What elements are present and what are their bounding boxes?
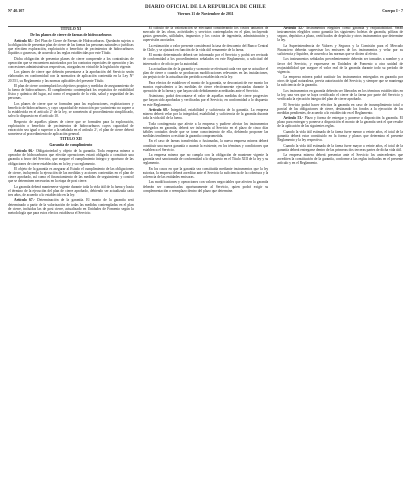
paragraph: Artículo 68.- Integridad, estabilidad y suficiencia de la garantía. La empresa minera deberá velar por la integridad, estabilidad y suficiencia de la garantía durante toda la vida útil de la faena.	[142, 108, 269, 121]
article-label: Artículo 52.-	[283, 26, 305, 30]
article-label: Artículo 53.-	[283, 116, 304, 121]
article-label: Artículo 68.-	[148, 108, 169, 113]
paragraph: Los planes de cierre que deberán presentarse a la aprobación del Servicio serán elaborados en conformidad con la normativa de aplicación contenida en la Ley N° 20.551, su Reglamento y las normas aplicables del presente Título.	[8, 70, 134, 83]
section-title: TITULO XI	[60, 27, 82, 31]
paragraph: El objeto de la garantía es asegurar al Estado el cumplimiento de las obligaciones de cierre, incluyendo la ejecución de las medidas y acciones contenidas en el plan de cierre aprobado, así como el financiamiento de las medidas de seguimiento y control que se determinen necesarias en la etapa de post cierre.	[8, 166, 134, 184]
section-title: TITULO XII	[59, 137, 82, 142]
paragraph: En el caso de faenas transferidas o fusionadas, la nueva empresa minera deberá constituir una nueva garantía o asumir la existente, en los términos y condiciones que establezca el Servicio.	[142, 139, 269, 152]
paragraph: Asimismo, podrá descontarse el valor de aquellas medidas de cierre progresivo que hayan sido aprobadas y verificadas por el Servicio, en conformidad a lo dispuesto en este Reglamento.	[142, 94, 269, 107]
paragraph: La empresa minera que no cumpla con la obligación de mantener vigente la garantía será sancionada de conformidad a lo dispuesto en el Título XIII de la ley y su reglamento.	[142, 153, 269, 166]
text-columns	[8, 26, 403, 474]
paragraph: Toda contingencia que afecte a la empresa y pudiere afectar los instrumentos entregados en garantía, deberá ser informada al Servicio en el plazo de cinco días hábiles contados desde que se tome conocimiento de ella, debiendo proponer las medidas tendientes a restituir la garantía comprometida.	[142, 121, 269, 138]
paragraph: La empresa minera deberá presentar ante el Servicio los antecedentes que acrediten la constitución de la garantía, conforme a las reglas indicadas en el presente artículo y en el Reglamento.	[277, 153, 404, 166]
paragraph: Los instrumentos señalados precedentemente deberán ser tomados a nombre y a favor del Servicio, y expresarse en Unidades de Fomento u otra unidad de reajustabilidad que asegure el valor real de la garantía durante todo su período de vigencia.	[277, 57, 404, 74]
paragraph: Dicha obligación de presentar planes de cierre comprende a los contratistas de operación que se encuentren autorizados por los contratos especiales de operación y las concesiones administrativas respectivas, otorgadas en virtud de la legislación vigente.	[8, 56, 134, 69]
column-1	[8, 26, 134, 474]
paragraph: La garantía deberá mantenerse vigente durante toda la vida útil de la faena y hasta el término de la ejecución del plan de cierre aprobado, debiendo ser actualizada cada tres años, de acuerdo a lo establecido en la ley.	[8, 184, 134, 197]
paragraph: Respecto de aquellos planes de cierre que se formulen para la exploración, explotación o beneficio de yacimientos de hidrocarburos cuyos capacidad de extracción sea igual o superior a la señalada en el artículo 2º, el plan de cierre deberá someterse al procedimiento de aplicación general.	[8, 119, 134, 136]
paragraph: La Superintendencia de Valores y Seguros y la Comisión para el Mercado Financiero deberán supervisar los emisores de los instrumentos y velar por su suficiencia y liquidez, de acuerdo a las normas que se dicten al efecto.	[277, 43, 404, 56]
masthead	[8, 5, 403, 16]
paragraph: Artículo 67.- Determinación de la garantía. El monto de la garantía será determinado a partir de la valorización de todas las medidas contempladas en el plan de cierre, incluidas las de post cierre, actualizado en Unidades de Fomento según la metodología que para estos efectos establezca el Servicio.	[8, 198, 134, 215]
paragraph: La estimación a valor presente considerará la tasa de descuento del Banco Central de Chile, y se ajustará en función de la vida útil remanente de la faena.	[142, 43, 269, 52]
paragraph: El monto determinado deberá ser informado por el Servicio y podrá ser revisado de conformidad a los procedimientos señalados en este Reglamento, a solicitud del interesado o de oficio por la autoridad.	[142, 53, 269, 66]
issue-number: Nº 40.107	[8, 8, 25, 13]
paragraph: En los casos en que la garantía sea constituida mediante instrumentos que la ley autoriza, la empresa deberá acreditar ante el Servicio la suficiencia de la cobertura y la solvencia de las entidades emisoras.	[142, 166, 269, 179]
paragraph: Artículo 53.- Plazo y forma de entregar y ponerse a disposición la garantía. El plazo para entregar y ponerse a disposición el monto de la garantía será el que resulte de la aplicación de las siguientes reglas.	[277, 116, 404, 129]
paragraph: El Servicio podrá hacer efectiva la garantía en caso de incumplimiento total o parcial de las obligaciones de cierre, destinando los fondos a la ejecución de las medidas pendientes, de acuerdo a lo establecido en el Reglamento.	[277, 102, 404, 115]
article-label: Artículo 66.-	[14, 149, 35, 154]
section-subtitle: Garantía de cumplimiento	[49, 142, 93, 147]
paragraph: La empresa minera podrá sustituir los instrumentos entregados en garantía por otros de igual naturaleza, previa autorización del Servicio, y siempre que se mantenga la suficiencia de la garantía.	[277, 75, 404, 88]
section-subtitle: De los planes de cierre de faenas de hidrocarburos	[30, 32, 112, 37]
paragraph: Cuando la vida útil estimada de la faena fuere mayor a veinte años, el total de la garantía deberá entregarse dentro de las primeras dos terceras partes de dicha vida útil.	[277, 143, 404, 152]
paragraph: Artículo 52.- Instrumentos elegibles como garantía y reajustabilidad. Serán instrumentos elegibles como garantía los siguientes: boletas de garantía, pólizas de seguro, depósitos a plazo, certificados de depósito y otros instrumentos que determine la ley.	[277, 26, 404, 43]
paragraph: Las modificaciones y operaciones con valores negociables que afecten la garantía deberán ser comunicadas oportunamente al Servicio, quien podrá exigir su complementación o reemplazo dentro del plazo que determine.	[142, 180, 269, 193]
column-3	[277, 26, 403, 474]
section-page: Cuerpo I - 7	[382, 8, 403, 13]
paragraph: Artículo 66.- Obligatoriedad y objeto de la garantía. Toda empresa minera u operador de hidrocarburos que efectúe operaciones estará obligada a constituir una garantía a favor del Servicio, que asegure el cumplimiento íntegro y oportuno de las obligaciones de cierre establecidas en la ley y su reglamento.	[8, 149, 134, 166]
paragraph: El cálculo de la valorización se efectuará considerando los costos unitarios de mercado de las obras, actividades y servicios contemplados en el plan, incluyendo gastos generales, utilidades, impuestos y los costos de ingeniería, administración y supervisión asociados.	[142, 26, 269, 43]
paragraph: Los planes de cierre que se formulen para las exploraciones, explotaciones y beneficio de hidrocarburos, y cuyo capacidad de extracción por yacimiento no supere a la establecida en el artículo 2º de la ley, se someterán al procedimiento simplificado, salvo lo dispuesto en el artículo 10.	[8, 101, 134, 119]
page-header	[8, 5, 403, 25]
publication-date: Viernes 11 de Noviembre de 2011	[177, 11, 234, 16]
paragraph: Cuando la vida útil estimada de la faena fuere menor a veinte años, el total de la garantía deberá estar constituido en la forma y plazos que determina el presente Reglamento y la ley respectiva.	[277, 129, 404, 143]
column-2	[143, 26, 269, 474]
paragraph: Los instrumentos en garantía deberán ser liberados en los términos establecidos en la ley, una vez que se haya certificado el cierre de la faena por parte del Servicio y verificada la ejecución íntegra del plan de cierre aprobado.	[277, 88, 404, 102]
article-label: Artículo 67.-	[14, 198, 35, 203]
paragraph: Artículo 65.- Del Plan de Cierre de Faenas de Hidrocarburos. Quedarán sujetos a la obligación de presentar plan de cierre de las faenas las personas naturales o jurídicas que efectúen exploración, explotación o beneficio de yacimientos de hidrocarburos líquidos o gaseosos, de acuerdo a las reglas establecidas por este Título.	[8, 38, 134, 56]
publication-title: DIARIO OFICIAL DE LA REPUBLICA DE CHILE	[145, 5, 266, 10]
article-label: Artículo 65.-	[14, 38, 34, 43]
paragraph: La actualización de la garantía y su monto se efectuará cada vez que se actualice el plan de cierre o cuando se produzcan modificaciones relevantes en las instalaciones, sin perjuicio de la actualización periódica establecida en la ley.	[142, 67, 269, 80]
paragraph: El plan de cierre contemplará los objetivos propios y medidas de aseguramiento de la faena de hidrocarburos. El cumplimiento contemplará los requisitos de estabilidad física y química del lugar, así como el resguardo de la vida, salud y seguridad de las personas.	[8, 84, 134, 101]
paragraph: Para efectos de establecer el monto de la garantía, se descontará de ese monto los montos equivalentes a las medidas de cierre efectivamente ejecutadas durante la operación de la faena y que hayan sido debidamente acreditadas ante el Servicio.	[142, 80, 269, 93]
